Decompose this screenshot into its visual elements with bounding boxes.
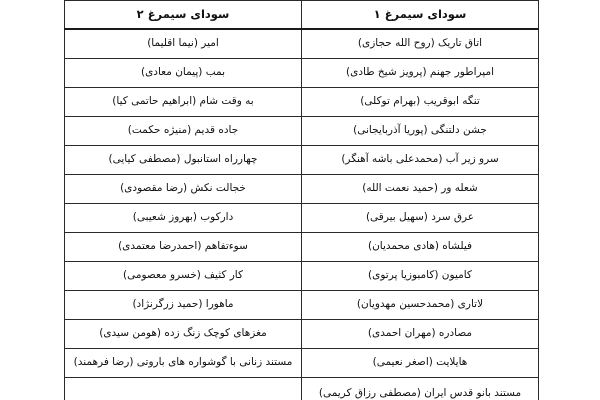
table-body bbox=[65, 29, 539, 400]
film-cell-simorgh-2: مغزهای کوچک زنگ زده (هومن سیدی) bbox=[65, 320, 302, 349]
film-cell-simorgh-2: امیر (نیما اقلیما) bbox=[65, 29, 302, 59]
film-cell-simorgh-2 bbox=[65, 378, 302, 400]
festival-films-table bbox=[64, 0, 539, 400]
film-cell-simorgh-1: عرق سرد (سهیل بیرقی) bbox=[302, 204, 539, 233]
film-cell-simorgh-2: سوءتفاهم (احمدرضا معتمدی) bbox=[65, 233, 302, 262]
film-cell-simorgh-2: ماهورا (حمید زرگرنژاد) bbox=[65, 291, 302, 320]
film-cell-simorgh-1: شعله ور (حمید نعمت الله) bbox=[302, 175, 539, 204]
table-row bbox=[65, 378, 539, 400]
film-cell-simorgh-2: خجالت نکش (رضا مقصودی) bbox=[65, 175, 302, 204]
film-cell-simorgh-2: به وقت شام (ابراهیم حاتمی کیا) bbox=[65, 88, 302, 117]
film-cell-simorgh-1: فیلشاه (هادی محمدیان) bbox=[302, 233, 539, 262]
film-cell-simorgh-2: کار کثیف (خسرو معصومی) bbox=[65, 262, 302, 291]
film-cell-simorgh-1: هایلایت (اصغر نعیمی) bbox=[302, 349, 539, 378]
table-row bbox=[65, 204, 539, 233]
table-header bbox=[65, 1, 539, 30]
table-row bbox=[65, 349, 539, 378]
table-row bbox=[65, 88, 539, 117]
film-cell-simorgh-1: کامیون (کامبوزیا پرتوی) bbox=[302, 262, 539, 291]
table-row bbox=[65, 262, 539, 291]
film-cell-simorgh-2: دارکوب (بهروز شعیبی) bbox=[65, 204, 302, 233]
film-cell-simorgh-1: مستند بانو قدس ایران (مصطفی رزاق کریمی) bbox=[302, 378, 539, 400]
film-cell-simorgh-1: تنگه ابوقریب (بهرام توکلی) bbox=[302, 88, 539, 117]
table-row bbox=[65, 291, 539, 320]
film-cell-simorgh-1: امپراطور جهنم (پرویز شیخ طادی) bbox=[302, 59, 539, 88]
film-cell-simorgh-1: لاتاری (محمدحسین مهدویان) bbox=[302, 291, 539, 320]
header-row bbox=[65, 1, 539, 30]
table-row bbox=[65, 29, 539, 59]
column-header-simorgh-1: سودای سیمرغ ۱ bbox=[302, 1, 539, 30]
table-row bbox=[65, 59, 539, 88]
film-cell-simorgh-1: مصادره (مهران احمدی) bbox=[302, 320, 539, 349]
table-row bbox=[65, 175, 539, 204]
table-row bbox=[65, 233, 539, 262]
film-cell-simorgh-1: جشن دلتنگی (پوریا آذربایجانی) bbox=[302, 117, 539, 146]
table-row bbox=[65, 117, 539, 146]
table-row bbox=[65, 320, 539, 349]
table-row bbox=[65, 146, 539, 175]
film-cell-simorgh-1: اتاق تاریک (روح الله حجازی) bbox=[302, 29, 539, 59]
film-cell-simorgh-1: سرو زیر آب (محمدعلی باشه آهنگر) bbox=[302, 146, 539, 175]
film-cell-simorgh-2: مستند زنانی با گوشواره های باروتی (رضا فرهمند) bbox=[65, 349, 302, 378]
column-header-simorgh-2: سودای سیمرغ ۲ bbox=[65, 1, 302, 30]
film-cell-simorgh-2: چهارراه استانبول (مصطفی کیایی) bbox=[65, 146, 302, 175]
film-cell-simorgh-2: بمب (پیمان معادی) bbox=[65, 59, 302, 88]
film-cell-simorgh-2: جاده قدیم (منیژه حکمت) bbox=[65, 117, 302, 146]
